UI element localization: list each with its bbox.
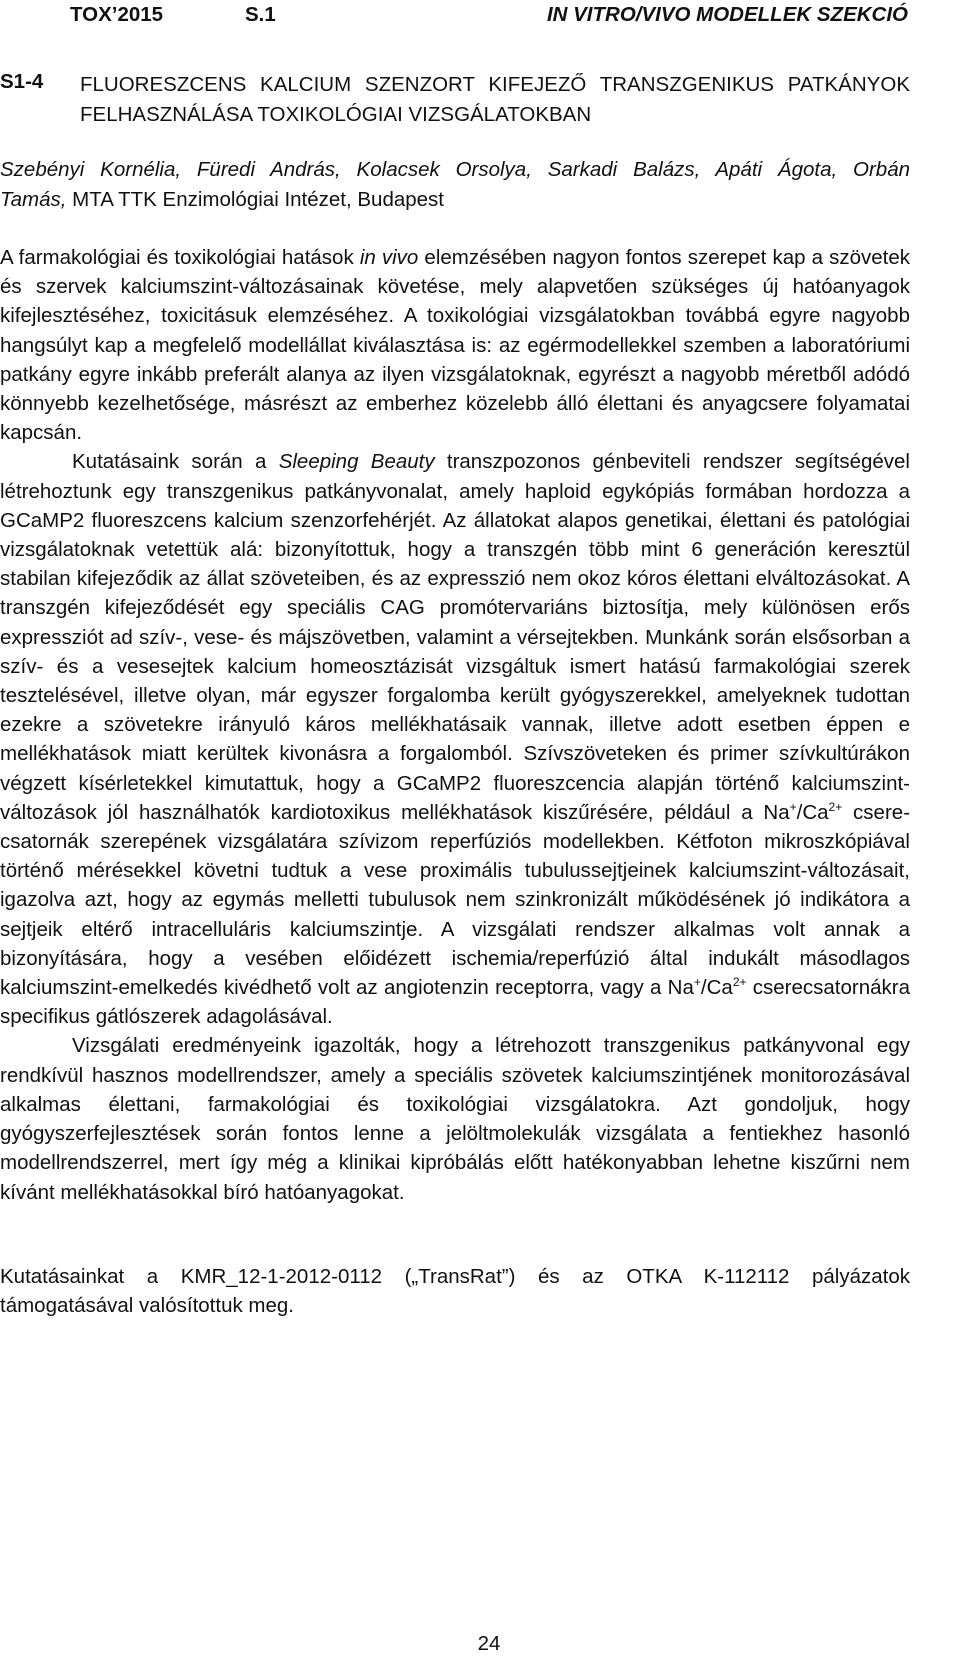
ca-label: /Ca (796, 800, 829, 824)
na-charge: + (789, 799, 797, 814)
p2-text-b: transzpozonos génbeviteli rendszer segítségével létrehoztunk egy transzgenikus patkányvonalat, amely haploid egykópiás formában hordozza a GCaMP2 fluoreszcens kalcium szenzorfehérjét. Az állatokat alapos genetikai, élettani és patológiai vizsgálatoknak vetettük alá: bizonyítottuk, hogy a transzgén több mint 6 generáción keresztül stabilan kifejeződik az állat szöveteiben, és az expresszió nem okoz kóros élettani elváltozásokat. A transzgén kifejeződését egy speciális CAG promótervariáns biztosítja, mely különösen erős expressziót ad szív-, vese- és májszövetben, valamint a vérsejtekben. Munkánk során elsősorban a szív- és a vesesejtek kalcium homeosztázisát vizsgáltuk ismert hatású farmakológiai szerek tesztelésével, illetve olyan, már egyszer forgalomba került gyógyszerekkel, amelyeknek tudottan ezekre a szövetekre irányuló káros mellékhatásaik vannak, illetve adott esetben éppen e mellékhatások miatt kerültek kivonásra a forgalomból. Szívszöveteken és primer szívkultúrákon végzett kísérletekkel kimutattuk, hogy a GCaMP2 fluoreszcencia alapján történő kalciumszint-változások jól használhatók kardiotoxikus mellékhatások kiszűrésére, például a Na (0, 450, 910, 824)
paragraph-2 (0, 447, 910, 1031)
title-line-2: FELHASZNÁLÁSA TOXIKOLÓGIAI VIZSGÁLATOKBAN (80, 103, 592, 126)
title-line-1: FLUORESZCENS KALCIUM SZENZORT KIFEJEZŐ TRANSZGENIKUS PATKÁNYOK (80, 73, 910, 96)
authors-line-2 (0, 185, 910, 215)
acknowledgement: Kutatásainkat a KMR_12-1-2012-0112 („TransRat”) és az OTKA K-112112 pályázatok támogatásával valósítottuk meg. (0, 1265, 910, 1318)
ca-charge-2: 2+ (732, 975, 747, 990)
page-number: 24 (477, 1632, 501, 1655)
abstract-body (0, 243, 910, 1207)
p1-text-b: elemzésében nagyon fontos szerepet kap a szövetek és szervek kalciumszint-változásainak követése, mely alapvetően szükséges új hatóanyagok kifejlesztéséhez, toxicitásuk elemzéséhez. A toxikológiai vizsgálatokban továbbá egyre nagyobb hangsúlyt kap a megfelelő modellállat kiválasztása is: az egérmodellekkel szemben a laboratóriumi patkány egyre inkább preferált alanya az ilyen vizsgálatoknak, egyrészt a nagyobb méretből adódó könnyebb kezelhetősége, másrészt az emberhez közelebb álló élettani és anyagcsere folyamatai kapcsán. (0, 246, 911, 445)
abstract-title (80, 70, 910, 130)
ca-label-2: /Ca (700, 976, 733, 1000)
p2-text-c: cserecsatornák szerepének vizsgálatára szívizom reperfúziós modellekben. Kétfoton mikroszkópiával történő mérésekkel követni tudtuk a vese proximális tubulussejtjeinek kalciumszint-változásait, igazolva azt, hogy az egymás melletti tubulusok nem szinkronizált működésének jó indikátora a sejtjeik eltérő intracelluláris kalciumszintje. A vizsgálati rendszer alkalmas volt annak a bizonyítására, hogy a vesében előidézett ischemia/reperfúzió által indukált másodlagos kalciumszint-emelkedés kivédhető volt az angiotenzin receptorra, vagy a Na (0, 800, 911, 1000)
paragraph-3: Vizsgálati eredményeink igazolták, hogy a létrehozott transzgenikus patkányvonal egy rendkívül hasznos modellrendszer, amely a speciális szövetek kalciumszintjének monitorozásával alkalmas élettani, farmakológiai és toxikológiai vizsgálatokra. Azt gondoljuk, hogy gyógyszerfejlesztések során fontos lenne a jelöltmolekulák vizsgálata a fentiekhez hasonló modellrendszerrel, mert így még a klinikai kipróbálás előtt hatékonyabban lehetne kiszűrni nem kívánt mellékhatásokkal bíró hatóanyagokat. (0, 1034, 910, 1204)
section-title: IN VITRO/VIVO MODELLEK SZEKCIÓ (546, 3, 908, 26)
na-charge-2: + (693, 975, 701, 990)
p2-text-d: cserecsatornákra specifikus gátlószerek adagolásával. (0, 976, 910, 1029)
authors-line-1: Szebényi Kornélia, Füredi András, Kolacsek Orsolya, Sarkadi Balázs, Apáti Ágota, Orbán (0, 158, 910, 181)
authors-last: Tamás, (0, 188, 67, 211)
section-code: S.1 (245, 3, 276, 26)
abstract-code: S1-4 (0, 70, 44, 93)
p1-emphasis: in vivo (359, 246, 419, 269)
p2-emphasis: Sleeping Beauty (278, 450, 435, 474)
conference-label: TOX’2015 (70, 3, 164, 26)
author-block (0, 155, 910, 215)
p2-text-a: Kutatásaink során a (72, 450, 279, 474)
paragraph-1 (0, 243, 910, 447)
page-header (0, 3, 960, 33)
ca-charge: 2+ (828, 799, 843, 814)
p1-text-a: A farmakológiai és toxikológiai hatások (0, 246, 360, 269)
affiliation: MTA TTK Enzimológiai Intézet, Budapest (66, 188, 444, 211)
